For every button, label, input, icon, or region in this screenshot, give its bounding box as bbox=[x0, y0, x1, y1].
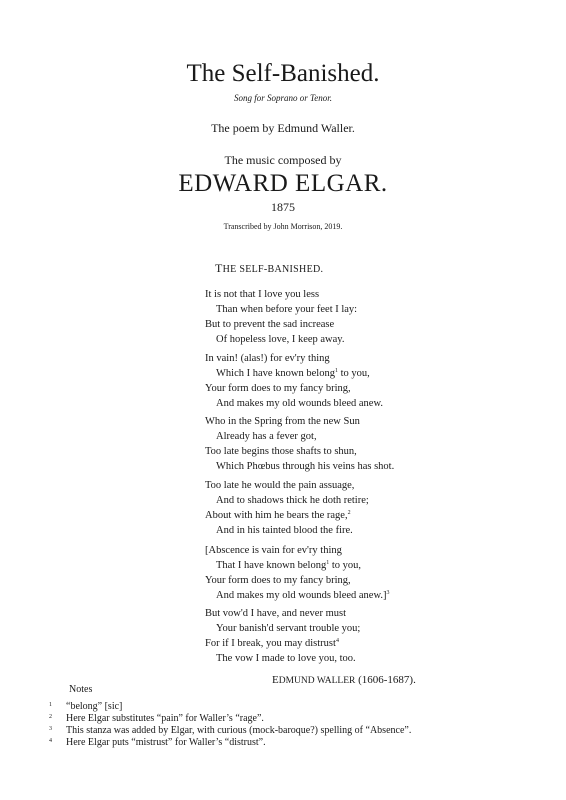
footnote-text: This stanza was added by Elgar, with curious (mock-baroque?) spelling of “Absence”. bbox=[66, 725, 412, 736]
poem-line-text: Too late begins those shafts to shun, bbox=[205, 446, 357, 457]
poem-line-text: Than when before your feet I lay: bbox=[216, 304, 358, 315]
poem-line bbox=[205, 317, 357, 332]
footnote-marker: 4 bbox=[335, 638, 339, 644]
poem-line bbox=[205, 508, 369, 523]
poem-line-text: Too late he would the pain assuage, bbox=[205, 480, 355, 491]
notes-heading: Notes bbox=[69, 684, 93, 695]
poem-line bbox=[205, 636, 360, 651]
signature-initial: E bbox=[272, 674, 279, 686]
signature-name: DMUND WALLER bbox=[278, 676, 356, 686]
poem-line-text: [Abscence is vain for ev'ry thing bbox=[205, 545, 342, 556]
footnote-marker: 1 bbox=[326, 560, 330, 566]
poem-line bbox=[205, 573, 390, 588]
poem-line-text: And in his tainted blood the fire. bbox=[216, 525, 353, 536]
poem-line-text: Which I have known belong bbox=[216, 368, 335, 379]
poem-line-text: Who in the Spring from the new Sun bbox=[205, 416, 360, 427]
poem-line-text: And makes my old wounds bleed anew.] bbox=[216, 590, 387, 601]
poem-line-text: Of hopeless love, I keep away. bbox=[216, 334, 345, 345]
poem-line bbox=[205, 493, 369, 508]
subtitle: Song for Soprano or Tenor. bbox=[234, 93, 332, 103]
stanza bbox=[205, 351, 383, 411]
signature-dates: (1606-1687). bbox=[355, 674, 416, 686]
music-credit: The music composed by bbox=[224, 153, 342, 167]
footnote-text: Here Elgar puts “mistrust” for Waller’s “distrust”. bbox=[66, 737, 266, 748]
poem-line bbox=[205, 651, 360, 666]
poet-signature bbox=[272, 674, 416, 686]
footnote bbox=[49, 735, 266, 749]
footnote-text: Here Elgar substitutes “pain” for Waller’s “rage”. bbox=[66, 713, 264, 724]
poem-line-text: And to shadows thick he doth retire; bbox=[216, 495, 369, 506]
composition-year: 1875 bbox=[271, 200, 295, 214]
stanza bbox=[205, 543, 390, 603]
poem-title-rest: HE SELF-BANISHED. bbox=[222, 264, 324, 275]
poem-line-text: Your form does to my fancy bring, bbox=[205, 383, 351, 394]
transcription-credit: Transcribed by John Morrison, 2019. bbox=[223, 222, 343, 231]
poem-line bbox=[205, 558, 390, 573]
poem-line bbox=[205, 588, 390, 603]
page-title: The Self-Banished. bbox=[186, 60, 380, 87]
poem-line bbox=[205, 523, 369, 538]
poem-line-text: But to prevent the sad increase bbox=[205, 319, 335, 330]
poem-line-text: It is not that I love you less bbox=[205, 289, 320, 300]
composer-name: EDWARD ELGAR. bbox=[178, 170, 388, 197]
poem-line bbox=[205, 478, 369, 493]
poem-line bbox=[205, 302, 357, 317]
poem-title-initial: T bbox=[215, 261, 223, 275]
footnote-marker: 2 bbox=[347, 510, 351, 516]
poem-line-text: Already has a fever got, bbox=[216, 431, 317, 442]
poem-line-tail: to you, bbox=[337, 368, 370, 379]
poem-line bbox=[205, 414, 394, 429]
stanza bbox=[205, 606, 360, 666]
poem-line-text: The vow I made to love you, too. bbox=[216, 653, 356, 664]
footnote-number: 2 bbox=[49, 714, 52, 720]
poem-line-text: But vow'd I have, and never must bbox=[205, 608, 346, 619]
poem-line-text: Your form does to my fancy bring, bbox=[205, 575, 351, 586]
poem-line bbox=[205, 606, 360, 621]
poem-line-text: In vain! (alas!) for ev'ry thing bbox=[205, 353, 330, 364]
poem-line-text: For if I break, you may distrust bbox=[205, 638, 336, 649]
footnote-number: 1 bbox=[49, 702, 52, 708]
footnote-marker: 3 bbox=[386, 590, 390, 596]
stanza bbox=[205, 414, 394, 474]
footnote-marker: 1 bbox=[334, 368, 338, 374]
poem-line bbox=[205, 621, 360, 636]
poem-line bbox=[205, 429, 394, 444]
poem-line bbox=[205, 287, 357, 302]
poem-line-tail: to you, bbox=[329, 560, 362, 571]
stanza bbox=[205, 287, 357, 347]
poem-line bbox=[205, 396, 383, 411]
poem-line bbox=[205, 543, 390, 558]
poem-line bbox=[205, 351, 383, 366]
footnote-number: 3 bbox=[49, 726, 52, 732]
poem-line bbox=[205, 366, 383, 381]
footnote-number: 4 bbox=[49, 738, 52, 744]
stanza bbox=[205, 478, 369, 538]
poem-line bbox=[205, 444, 394, 459]
poem-line-text: And makes my old wounds bleed anew. bbox=[216, 398, 383, 409]
poem-line-text: Your banish'd servant trouble you; bbox=[216, 623, 361, 634]
footnote-text: “belong” [sic] bbox=[66, 701, 123, 712]
poem-line bbox=[205, 459, 394, 474]
poem-line-text: Which Phœbus through his veins has shot. bbox=[216, 461, 395, 472]
poem-credit: The poem by Edmund Waller. bbox=[211, 121, 355, 135]
poem-title bbox=[215, 261, 323, 276]
poem-line-text: That I have known belong bbox=[216, 560, 327, 571]
poem-line bbox=[205, 332, 357, 347]
poem-line bbox=[205, 381, 383, 396]
poem-line-text: About with him he bears the rage, bbox=[205, 510, 348, 521]
